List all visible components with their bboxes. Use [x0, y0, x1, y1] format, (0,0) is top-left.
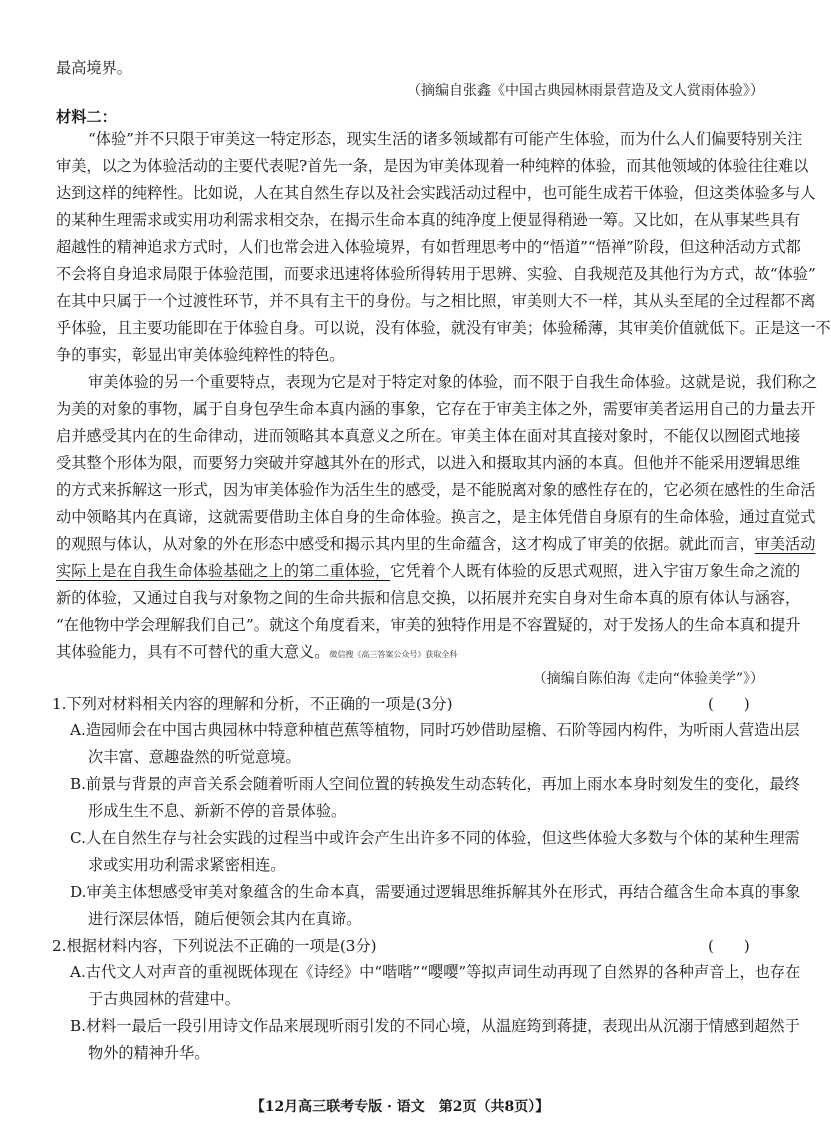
- answer-blank: ( ): [708, 937, 750, 955]
- paragraph-line: 新的体验，又通过自我与对象物之间的生命共振和信息交换，以拓展并充实自身对生命本真的原有体认与涵容，: [56, 589, 801, 607]
- option-line: 进行深层体悟，随后便领会其内在真谛。: [88, 910, 362, 928]
- option-line: B.材料一最后一段引用诗文作品来展现听雨引发的不同心境，从温庭筠到蒋捷，表现出从沉溺于情感到超然于: [70, 1017, 800, 1035]
- source-citation-1: （摘编自张鑫《中国古典园林雨景营造及文人赏雨体验》）: [407, 83, 764, 99]
- paragraph-line: 乎体验，且主要功能即在于体验自身。可以说，没有体验，就没有审美；体验稀薄，其审美价值就低下。正是这一不: [56, 319, 831, 337]
- paragraph-line: 动中领略其内在真谛，这就需要借助主体自身的生命体验。换言之，是主体凭借自身原有的生命体验，通过直觉式: [56, 508, 816, 526]
- material-heading: 材料二：: [56, 108, 117, 126]
- option-line: 求或实用功利需求紧密相连。: [88, 856, 286, 874]
- paragraph-line: 实际上是在自我生命体验基础之上的第二重体验，它凭着个人既有体验的反思式观照，进入宇宙万象生命之流的: [56, 562, 801, 580]
- question-stem: 2.根据材料内容，下列说法不正确的一项是(3分): [52, 937, 377, 955]
- option-line: 于古典园林的营建中。: [88, 990, 240, 1008]
- paragraph-line: 其体验能力，具有不可替代的重大意义。微信搜《高三答案公众号》获取全科: [56, 643, 458, 661]
- option-line: B.前景与背景的声音关系会随着听雨人空间位置的转换发生动态转化，再加上雨水本身时刻发生的变化，最终: [70, 775, 800, 793]
- paragraph-line: “体验”并不只限于审美这一特定形态，现实生活的诸多领域都有可能产生体验，而为什么人们偏要特别关注: [88, 130, 803, 148]
- paragraph-line: 审美，以之为体验活动的主要代表呢?首先一条，是因为审美体现着一种纯粹的体验，而其他领域的体验往往难以: [56, 157, 809, 175]
- watermark-text: 微信搜《高三答案公众号》获取全科: [329, 650, 458, 659]
- paragraph-line: 超越性的精神追求方式时，人们也常会进入体验境界，有如哲理思考中的“悟道”“悟禅”阶段，但这种活动方式都: [56, 238, 801, 256]
- underlined-text: 实际上是在自我生命体验基础之上的第二重体验，: [56, 562, 391, 580]
- underlined-text: 审美活动: [754, 535, 816, 553]
- option-line: C.人在自然生存与社会实践的过程当中或许会产生出许多不同的体验，但这些体验大多数与个体的某种生理需: [70, 829, 800, 847]
- option-line: A.造园师会在中国古典园林中特意种植芭蕉等植物，同时巧妙借助屋檐、石阶等园内构件，为听雨人营造出层: [70, 721, 800, 739]
- paragraph-line: 启并感受其内在的生命律动，进而领略其本真意义之所在。审美主体在面对其直接对象时，不能仅以囫囵式地接: [56, 427, 801, 445]
- question-stem: 1.下列对材料相关内容的理解和分析，不正确的一项是(3分): [52, 695, 453, 713]
- answer-blank: ( ): [708, 695, 750, 713]
- paragraph-line: 争的事实，彰显出审美体验纯粹性的特色。: [56, 346, 345, 364]
- paragraph-line: 为美的对象的事物，属于自身包孕生命本真内涵的事象，它存在于审美主体之外，需要审美者运用自己的力量去开: [56, 400, 816, 418]
- paragraph-line: 的某种生理需求或实用功利需求相交杂，在揭示生命本真的纯净度上便显得稍逊一筹。又比如，在从事某些具有: [56, 211, 801, 229]
- option-line: 形成生生不息、新新不停的音景体验。: [88, 802, 347, 820]
- option-line: 物外的精神升华。: [88, 1044, 210, 1062]
- paragraph-line: “在他物中学会理解我们自己”。就这个角度看来，审美的独特作用是不容置疑的，对于发扬人的生命本真和提升: [56, 616, 801, 634]
- paragraph-line: 的观照与体认，从对象的外在形态中感受和揭示其内里的生命蕴含，这才构成了审美的依据。就此而言，审美活动: [56, 535, 816, 553]
- continuation-text: 最高境界。: [56, 59, 132, 77]
- option-line: A.古代文人对声音的重视既体现在《诗经》中“喈喈”“嘤嘤”等拟声词生动再现了自然界的各种声音上，也存在: [70, 963, 801, 981]
- paragraph-line: 的方式来拆解这一形式，因为审美体验作为活生生的感受，是不能脱离对象的感性存在的，它必须在感性的生命活: [56, 481, 816, 499]
- paragraph-line: 不会将自身追求局限于体验范围，而要求迅速将体验所得转用于思辨、实验、自我规范及其他行为方式，故“体验”: [56, 265, 816, 283]
- source-citation-2: （摘编自陈伯海《走向“体验美学”》）: [532, 671, 764, 687]
- option-line: 次丰富、意趣盎然的听觉意境。: [88, 748, 301, 766]
- page-footer: 【12月高三联考专版 · 语文 第2页（共8页）】: [250, 1099, 550, 1115]
- paragraph-line: 审美体验的另一个重要特点，表现为它是对于特定对象的体验，而不限于自我生命体验。这就是说，我们称之: [88, 373, 817, 391]
- option-line: D.审美主体想感受审美对象蕴含的生命本真，需要通过逻辑思维拆解其外在形式，再结合蕴含生命本真的事象: [70, 883, 801, 901]
- paragraph-line: 达到这样的纯粹性。比如说，人在其自然生存以及社会实践活动过程中，也可能生成若干体验，但这类体验多与人: [56, 184, 816, 202]
- paragraph-line: 受其整个形体为限，而要努力突破并穿越其外在的形式，以进入和摄取其内涵的本真。但他并不能采用逻辑思维: [56, 454, 801, 472]
- paragraph-line: 在其中只属于一个过渡性环节，并不具有主干的身份。与之相比照，审美则大不一样，其从头至尾的全过程都不离: [56, 292, 816, 310]
